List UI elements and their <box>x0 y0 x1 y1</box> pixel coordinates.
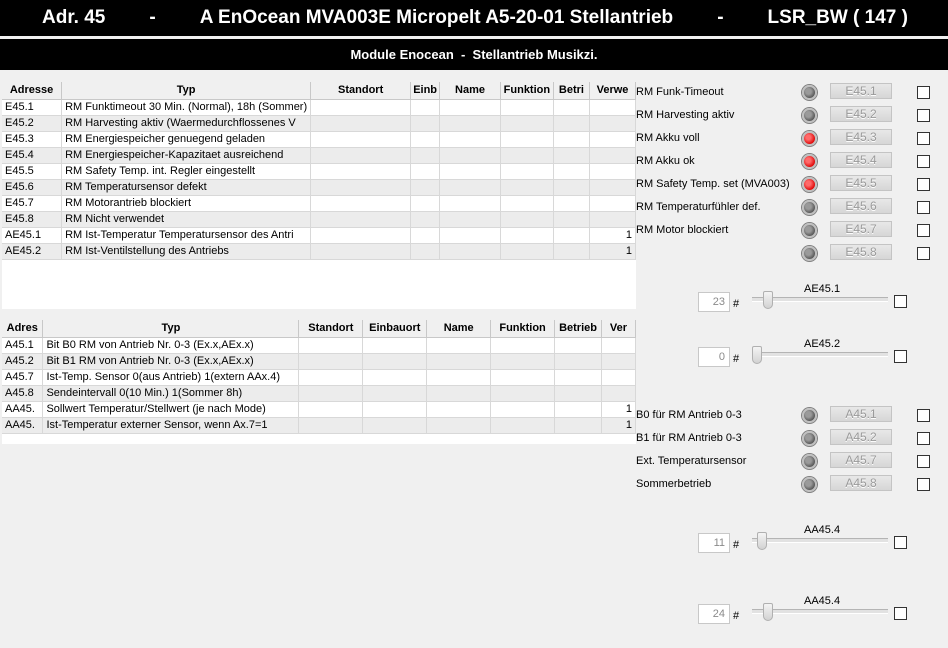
table-cell <box>555 369 602 385</box>
status-led-icon <box>802 131 817 146</box>
table-cell <box>299 401 363 417</box>
io-status-row <box>636 475 936 495</box>
table-cell: RM Safety Temp. int. Regler eingestellt <box>62 163 311 179</box>
io-status-label: RM Temperaturfühler def. <box>636 201 761 213</box>
address-button[interactable]: E45.8 <box>830 244 892 260</box>
table-cell: RM Energiespeicher genuegend geladen <box>62 131 311 147</box>
header-station: LSR_BW ( 147 ) <box>767 7 908 28</box>
outputs-table-panel[interactable] <box>2 320 636 444</box>
table-cell: Ist-Temp. Sensor 0(aus Antrieb) 1(extern AAx.4) <box>43 369 299 385</box>
address-button[interactable]: E45.7 <box>830 221 892 237</box>
table-cell <box>500 179 553 195</box>
column-header[interactable]: Betrieb <box>555 320 602 337</box>
status-led-icon <box>802 85 817 100</box>
status-led-icon <box>802 246 817 261</box>
address-button[interactable]: E45.6 <box>830 198 892 214</box>
column-header[interactable]: Typ <box>62 82 311 99</box>
table-cell: Sendeintervall 0(10 Min.) 1(Sommer 8h) <box>43 385 299 401</box>
analog-unit: # <box>733 353 740 365</box>
table-cell <box>590 99 636 115</box>
io-status-label: RM Safety Temp. set (MVA003) <box>636 178 790 190</box>
module-subtitle: Module Enocean - Stellantrieb Musikzi. <box>350 47 598 62</box>
slider-thumb[interactable] <box>757 532 767 550</box>
io-status-label: RM Funk-Timeout <box>636 86 724 98</box>
table-cell: E45.4 <box>2 147 62 163</box>
address-button[interactable]: A45.2 <box>830 429 892 445</box>
status-led-icon <box>802 108 817 123</box>
status-led-icon <box>802 177 817 192</box>
table-cell <box>299 353 363 369</box>
io-status-row <box>636 198 936 218</box>
table-cell <box>411 163 440 179</box>
table-cell: AA45. <box>2 401 43 417</box>
io-status-label: B1 für RM Antrieb 0-3 <box>636 432 742 444</box>
table-cell <box>553 243 589 259</box>
table-cell <box>440 99 501 115</box>
slider-track[interactable] <box>752 538 888 543</box>
table-cell <box>602 337 636 353</box>
header-separator: - <box>717 7 724 28</box>
select-checkbox[interactable] <box>917 178 930 191</box>
column-header[interactable]: Adres <box>2 320 43 337</box>
table-cell: AE45.1 <box>2 227 62 243</box>
analog-title: AA45.4 <box>804 524 841 536</box>
table-cell <box>411 115 440 131</box>
table-row[interactable] <box>2 401 636 417</box>
column-header[interactable]: Standort <box>299 320 363 337</box>
select-checkbox[interactable] <box>917 109 930 122</box>
table-cell <box>311 243 411 259</box>
table-cell <box>427 353 491 369</box>
io-status-row <box>636 221 936 241</box>
table-cell <box>491 337 555 353</box>
address-button[interactable]: A45.8 <box>830 475 892 491</box>
table-cell: E45.8 <box>2 211 62 227</box>
table-cell <box>440 115 501 131</box>
table-row[interactable] <box>2 385 636 401</box>
table-cell: E45.3 <box>2 131 62 147</box>
header-address: Adr. 45 <box>42 7 106 28</box>
table-cell <box>427 369 491 385</box>
module-subtitle-bar <box>0 39 948 70</box>
table-cell <box>491 417 555 433</box>
analog-unit: # <box>733 298 740 310</box>
table-cell <box>363 369 427 385</box>
table-cell <box>602 353 636 369</box>
table-row[interactable] <box>2 353 636 369</box>
address-button[interactable]: E45.1 <box>830 83 892 99</box>
table-cell <box>440 195 501 211</box>
address-button[interactable]: E45.2 <box>830 106 892 122</box>
slider-thumb[interactable] <box>763 291 773 309</box>
io-status-row <box>636 406 936 426</box>
select-checkbox[interactable] <box>917 201 930 214</box>
table-cell <box>440 163 501 179</box>
table-cell <box>311 147 411 163</box>
select-checkbox[interactable] <box>917 247 930 260</box>
table-cell <box>411 243 440 259</box>
analog-title: AE45.1 <box>804 283 841 295</box>
table-cell: A45.2 <box>2 353 43 369</box>
column-header[interactable]: Ver <box>602 320 636 337</box>
title-bar <box>0 0 948 36</box>
select-checkbox[interactable] <box>917 432 930 445</box>
table-cell <box>602 385 636 401</box>
table-cell <box>299 337 363 353</box>
select-checkbox[interactable] <box>917 478 930 491</box>
table-cell <box>363 385 427 401</box>
table-cell <box>311 163 411 179</box>
table-cell <box>311 211 411 227</box>
address-button[interactable]: A45.7 <box>830 452 892 468</box>
io-status-label: RM Harvesting aktiv <box>636 109 735 121</box>
table-cell: RM Nicht verwendet <box>62 211 311 227</box>
table-cell <box>411 195 440 211</box>
table-cell: 1 <box>602 417 636 433</box>
table-cell <box>311 99 411 115</box>
table-cell <box>299 369 363 385</box>
io-status-row <box>636 244 936 264</box>
select-checkbox[interactable] <box>917 224 930 237</box>
table-cell <box>311 195 411 211</box>
column-header[interactable]: Betri <box>553 82 589 99</box>
slider-thumb[interactable] <box>752 346 762 364</box>
column-header[interactable]: Adresse <box>2 82 62 99</box>
address-button[interactable]: E45.4 <box>830 152 892 168</box>
select-checkbox[interactable] <box>894 295 907 308</box>
analog-slider-group <box>636 283 936 333</box>
table-cell <box>500 195 553 211</box>
table-cell <box>411 179 440 195</box>
table-cell <box>440 211 501 227</box>
select-checkbox[interactable] <box>894 350 907 363</box>
table-cell <box>427 401 491 417</box>
table-cell <box>299 417 363 433</box>
table-cell <box>411 131 440 147</box>
header-separator: - <box>149 7 156 28</box>
table-cell <box>590 195 636 211</box>
table-cell <box>500 99 553 115</box>
column-header[interactable]: Funktion <box>500 82 553 99</box>
table-cell <box>555 353 602 369</box>
table-cell <box>500 243 553 259</box>
io-status-label: Sommerbetrieb <box>636 478 712 490</box>
table-cell: Ist-Temperatur externer Sensor, wenn Ax.7=1 <box>43 417 299 433</box>
status-led-icon <box>802 454 817 469</box>
table-row[interactable] <box>2 147 636 163</box>
column-header[interactable]: Einbauort <box>363 320 427 337</box>
table-row[interactable] <box>2 337 636 353</box>
column-header[interactable]: Verwe <box>590 82 636 99</box>
table-cell <box>363 353 427 369</box>
table-row[interactable] <box>2 131 636 147</box>
column-header[interactable]: Einb <box>411 82 440 99</box>
table-cell <box>363 401 427 417</box>
select-checkbox[interactable] <box>894 536 907 549</box>
table-cell <box>311 179 411 195</box>
table-cell <box>491 353 555 369</box>
io-status-label: RM Motor blockiert <box>636 224 729 236</box>
io-status-row <box>636 83 936 103</box>
table-cell <box>590 163 636 179</box>
table-cell <box>590 179 636 195</box>
table-cell: RM Temperatursensor defekt <box>62 179 311 195</box>
address-button[interactable]: A45.1 <box>830 406 892 422</box>
table-cell <box>555 401 602 417</box>
table-cell <box>555 385 602 401</box>
analog-unit: # <box>733 610 740 622</box>
analog-value-field[interactable]: 23 <box>698 292 730 312</box>
table-cell: E45.6 <box>2 179 62 195</box>
column-header[interactable]: Standort <box>311 82 411 99</box>
table-cell <box>491 385 555 401</box>
io-status-row <box>636 129 936 149</box>
table-cell <box>500 227 553 243</box>
analog-title: AA45.4 <box>804 595 841 607</box>
table-row[interactable] <box>2 243 636 259</box>
table-cell: AE45.2 <box>2 243 62 259</box>
analog-title: AE45.2 <box>804 338 841 350</box>
analog-value-field[interactable]: 11 <box>698 533 730 553</box>
table-row[interactable] <box>2 211 636 227</box>
table-cell <box>440 179 501 195</box>
table-cell: A45.7 <box>2 369 43 385</box>
table-cell: AA45. <box>2 417 43 433</box>
table-row[interactable] <box>2 227 636 243</box>
column-header[interactable]: Typ <box>43 320 299 337</box>
analog-slider-group <box>636 524 936 574</box>
table-cell: Bit B1 RM von Antrieb Nr. 0-3 (Ex.x,AEx.x) <box>43 353 299 369</box>
select-checkbox[interactable] <box>917 455 930 468</box>
io-status-row <box>636 106 936 126</box>
table-cell <box>500 147 553 163</box>
table-cell: E45.1 <box>2 99 62 115</box>
io-status-label: RM Akku voll <box>636 132 700 144</box>
table-cell <box>500 115 553 131</box>
table-row[interactable] <box>2 179 636 195</box>
table-cell: Sollwert Temperatur/Stellwert (je nach Mode) <box>43 401 299 417</box>
status-led-icon <box>802 200 817 215</box>
table-row[interactable] <box>2 195 636 211</box>
table-cell <box>411 147 440 163</box>
status-led-icon <box>802 431 817 446</box>
status-led-icon <box>802 154 817 169</box>
io-status-row <box>636 452 936 472</box>
table-cell <box>411 99 440 115</box>
status-led-icon <box>802 408 817 423</box>
table-cell <box>553 195 589 211</box>
inputs-table <box>2 82 636 260</box>
table-cell <box>299 385 363 401</box>
table-cell <box>427 417 491 433</box>
table-cell <box>590 211 636 227</box>
io-status-label: RM Akku ok <box>636 155 695 167</box>
outputs-table <box>2 320 636 434</box>
table-row[interactable] <box>2 369 636 385</box>
table-cell <box>500 131 553 147</box>
analog-value-field[interactable]: 0 <box>698 347 730 367</box>
io-status-label: B0 für RM Antrieb 0-3 <box>636 409 742 421</box>
table-cell <box>555 337 602 353</box>
table-cell <box>553 115 589 131</box>
address-button[interactable]: E45.3 <box>830 129 892 145</box>
table-cell: RM Harvesting aktiv (Waermedurchflossenes V <box>62 115 311 131</box>
analog-slider-group <box>636 338 936 388</box>
table-cell <box>411 227 440 243</box>
slider-track[interactable] <box>752 352 888 357</box>
table-row[interactable] <box>2 417 636 433</box>
table-cell <box>363 337 427 353</box>
table-cell <box>500 211 553 227</box>
inputs-table-panel[interactable] <box>2 82 636 309</box>
io-status-label: Ext. Temperatursensor <box>636 455 747 467</box>
io-status-row <box>636 152 936 172</box>
table-cell: RM Ist-Ventilstellung des Antriebs <box>62 243 311 259</box>
analog-slider-group <box>636 595 936 645</box>
table-row[interactable] <box>2 163 636 179</box>
table-cell <box>440 147 501 163</box>
io-status-row <box>636 429 936 449</box>
table-cell <box>311 227 411 243</box>
table-cell <box>491 401 555 417</box>
table-cell: 1 <box>602 401 636 417</box>
table-cell <box>555 417 602 433</box>
table-cell <box>590 115 636 131</box>
table-cell <box>553 211 589 227</box>
table-cell: 1 <box>590 243 636 259</box>
table-cell <box>553 179 589 195</box>
table-cell <box>363 417 427 433</box>
table-cell <box>411 211 440 227</box>
address-button[interactable]: E45.5 <box>830 175 892 191</box>
table-cell <box>311 131 411 147</box>
table-cell <box>440 131 501 147</box>
table-cell <box>491 369 555 385</box>
analog-value-field[interactable]: 24 <box>698 604 730 624</box>
slider-thumb[interactable] <box>763 603 773 621</box>
column-header[interactable]: Funktion <box>491 320 555 337</box>
select-checkbox[interactable] <box>894 607 907 620</box>
analog-unit: # <box>733 539 740 551</box>
table-cell: RM Motorantrieb blockiert <box>62 195 311 211</box>
header-module-title: A EnOcean MVA003E Micropelt A5-20-01 Stellantrieb <box>199 7 674 28</box>
table-cell <box>553 227 589 243</box>
table-cell <box>553 147 589 163</box>
table-cell: E45.7 <box>2 195 62 211</box>
column-header[interactable]: Name <box>427 320 491 337</box>
table-cell <box>602 369 636 385</box>
table-cell <box>427 385 491 401</box>
select-checkbox[interactable] <box>917 155 930 168</box>
table-cell <box>553 131 589 147</box>
io-status-row <box>636 175 936 195</box>
table-cell: E45.2 <box>2 115 62 131</box>
table-cell: RM Ist-Temperatur Temperatursensor des Antri <box>62 227 311 243</box>
table-cell <box>427 337 491 353</box>
table-cell: Bit B0 RM von Antrieb Nr. 0-3 (Ex.x,AEx.x) <box>43 337 299 353</box>
table-cell <box>590 131 636 147</box>
column-header[interactable]: Name <box>440 82 501 99</box>
select-checkbox[interactable] <box>917 132 930 145</box>
status-led-icon <box>802 477 817 492</box>
table-row[interactable] <box>2 115 636 131</box>
table-cell <box>440 227 501 243</box>
table-cell <box>311 115 411 131</box>
table-cell <box>553 99 589 115</box>
table-cell: A45.8 <box>2 385 43 401</box>
select-checkbox[interactable] <box>917 409 930 422</box>
table-cell: RM Funktimeout 30 Min. (Normal), 18h (Sommer) <box>62 99 311 115</box>
table-cell: A45.1 <box>2 337 43 353</box>
table-cell <box>440 243 501 259</box>
table-cell: RM Energiespeicher-Kapazitaet ausreichend <box>62 147 311 163</box>
table-cell <box>500 163 553 179</box>
table-cell: E45.5 <box>2 163 62 179</box>
select-checkbox[interactable] <box>917 86 930 99</box>
table-cell: 1 <box>590 227 636 243</box>
status-led-icon <box>802 223 817 238</box>
table-cell <box>590 147 636 163</box>
table-cell <box>553 163 589 179</box>
table-row[interactable] <box>2 99 636 115</box>
